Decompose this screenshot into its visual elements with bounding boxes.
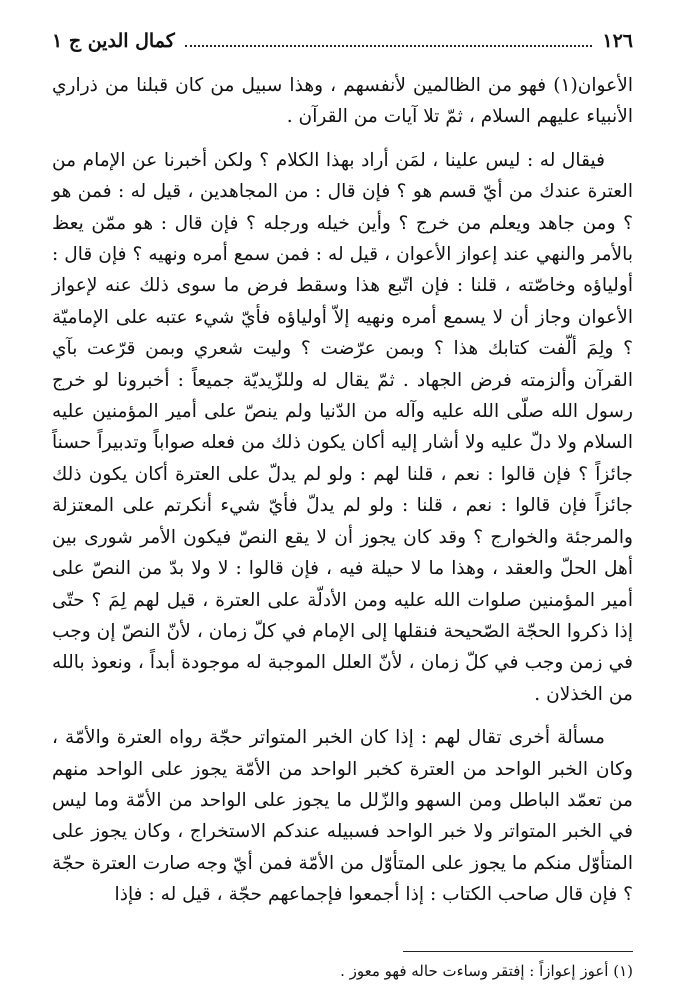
paragraph-2: فيقال له : ليس علينا ، لمَن أراد بهذا الكلام ؟ ولكن أخبرنا عن الإمام من العترة عندك من أيّ قسم هو ؟ فإن قال : من المجاهدين ، قيل له : فمن هو ؟ ومن جاهد ويعلم من خرج ؟ وأين خيله ورجله ؟ فإن قال : هو ممّن يعظ بالأمر والنهي عند إعواز الأعوان ، قيل له : فمن سمع أمره ونهيه ؟ فإن قال : أولياؤه وخاصّته ، قلنا : فإن اتّبع هذا وسقط فرض ما سوى ذلك عنه لإعواز الأعوان وجاز أن لا يسمع أمره ونهيه إلاّ أولياؤه فأيّ شيء عتبه على الإماميّة ؟ ولِمَ ألّفت كتابك هذا ؟ وبمن عرّضت ؟ وليت شعري وبمن قرّعت بآي القرآن وألزمته فرض الجهاد . ثمّ يقال له وللزّيديّة جميعاً : أخبرونا لو خرج رسول الله صلّى الله عليه وآله من الدّنيا ولم ينصّ على أمير المؤمنين عليه السلام ولا دلّ عليه ولا أشار إليه أكان يكون ذلك من فعله صواباً وتدبيراً حسناً جائزاً ؟ فإن قالوا : نعم ، قلنا لهم : ولو لم يدلّ على العترة أكان يكون ذلك جائزاً فإن قالوا : نعم ، قلنا : ولو لم يدلّ فأيّ شيء أنكرتم على المعتزلة والمرجئة والخوارج ؟ وقد كان يجوز أن لا يقع النصّ فيكون الأمر شورى بين أهل الحلّ والعقد ، وهذا ما لا حيلة فيه ، فإن قالوا : لا ولا بدّ من النصّ على أمير المؤمنين صلوات الله عليه ومن الأدلّة على العترة ، قيل لهم لِمَ ؟ حتّى إذا ذكروا الحجّة الصّحيحة فنقلها إلى الإمام في كلّ زمان ، لأنّ النصّ إن وجب في زمن وجب في كلّ زمان ، لأنّ العلل الموجبة له موجودة أبداً ، ونعوذ بالله من الخذلان . <box>52 149 633 705</box>
page-header <box>52 30 633 62</box>
footnote: (١) أعوز إعوازاً : إفتقر وساءت حاله فهو معوز . <box>340 962 633 980</box>
footnote-divider <box>403 951 633 952</box>
paragraph-1: الأعوان(١) فهو من الظالمين لأنفسهم ، وهذا سبيل من كان قبلنا من ذراري الأنبياء عليهم السلام ، ثمّ تلا آيات من القرآن . <box>52 75 633 128</box>
page-body <box>52 70 633 911</box>
paragraph-3: مسألة أخرى تقال لهم : إذا كان الخبر المتواتر حجّة رواه العترة والأمّة ، وكان الخبر الواحد من العترة كخبر الواحد من الأمّة يجوز على الواحد منهم من تعمّد الباطل ومن السهو والزّلل ما يجوز على الواحد من الأمّة وما ليس في الخبر المتواتر ولا خبر الواحد فسبيله عندكم الاستخراج ، وكان يجوز على المتأوّل منكم ما يجوز على المتأوّل من الأمّة فمن أيّ وجه صارت العترة حجّة ؟ فإن قال صاحب الكتاب : إذا أجمعوا فإجماعهم حجّة ، قيل له : فإذا <box>52 727 633 906</box>
page-number: ١٢٦ <box>602 30 633 52</box>
header-dotted-leader <box>185 33 593 47</box>
running-title: كمال الدين ج ١ <box>52 30 175 52</box>
